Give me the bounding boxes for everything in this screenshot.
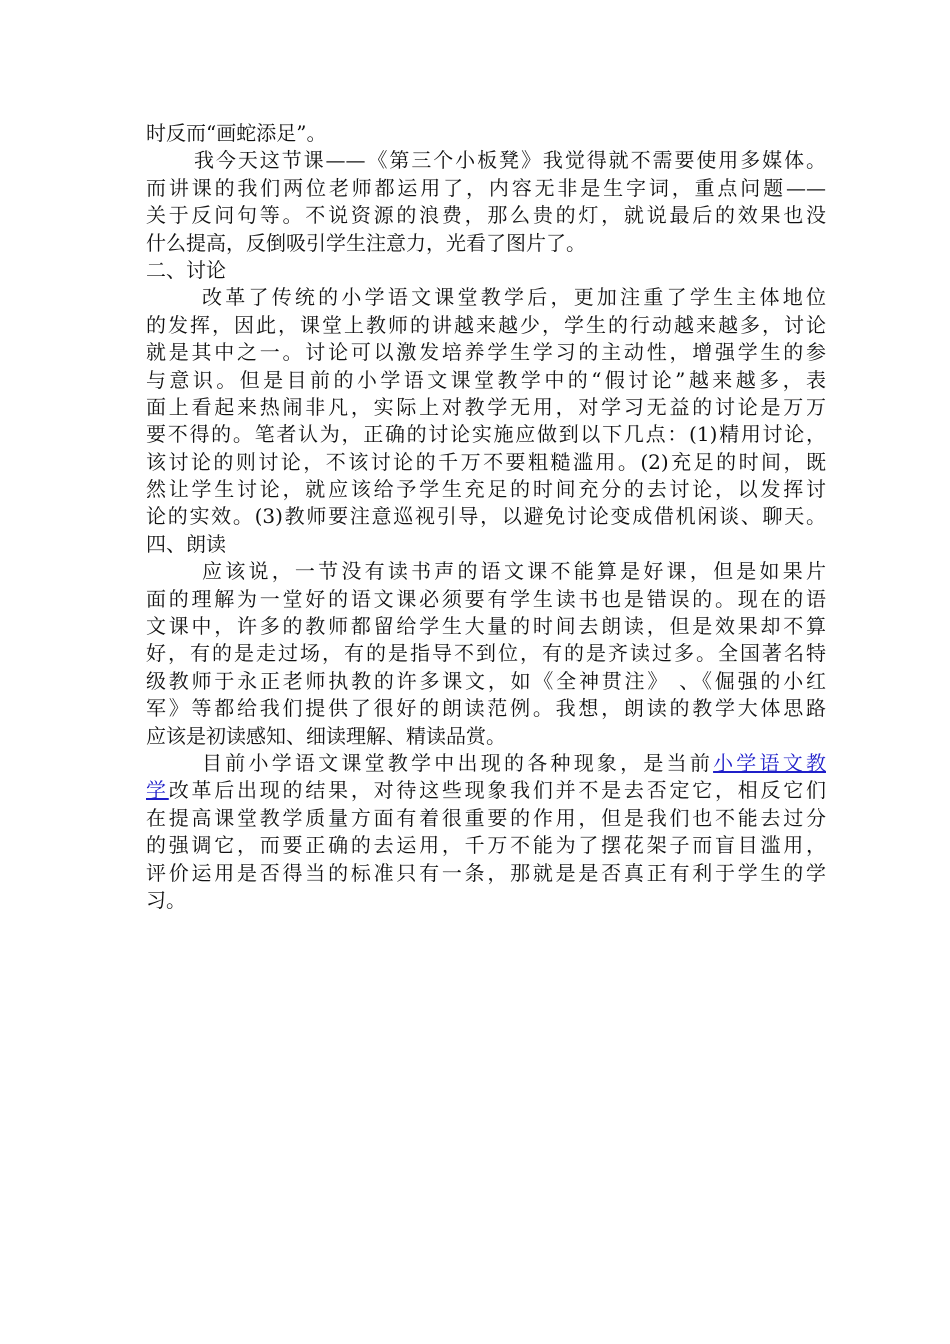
text-line (146, 750, 826, 777)
text-segment: 改革后出现的结果，对待这些现象我们并不是去否定它，相反它们 (168, 778, 826, 803)
text-line: 然让学生讨论，就应该给予学生充足的时间充分的去讨论，以发挥讨 (146, 477, 826, 502)
text-line: 级教师于永正老师执教的许多课文，如《全神贯注》 、《倔强的小红 (146, 668, 826, 693)
text-line: 的强调它，而要正确的去运用，千万不能为了摆花架子而盲目滥用， (146, 833, 826, 858)
text-line: 评价运用是否得当的标准只有一条，那就是是否真正有利于学生的学 (146, 860, 826, 885)
text-line: 面的理解为一堂好的语文课必须要有学生读书也是错误的。现在的语 (146, 586, 826, 611)
text-line: 就是其中之一。讨论可以激发培养学生学习的主动性，增强学生的参 (146, 340, 826, 365)
paragraph-multimedia (146, 147, 826, 257)
text-line: 与意识。但是目前的小学语文课堂教学中的“假讨论”越来越多，表 (146, 367, 826, 392)
text-line: 应该是初读感知、细读理解、精读品赏。 (146, 723, 506, 748)
intro-line: 时反而“画蛇添足”。 (146, 121, 327, 145)
text-line: 关于反问句等。不说资源的浪费，那么贵的灯，就说最后的效果也没 (146, 203, 826, 228)
text-line: 的发挥，因此，课堂上教师的讲越来越少，学生的行动越来越多，讨论 (146, 312, 826, 337)
text-line: 好，有的是走过场，有的是指导不到位，有的是齐读过多。全国著名特 (146, 641, 826, 666)
text-line: 面上看起来热闹非凡，实际上对教学无用，对学习无益的讨论是万万 (146, 394, 826, 419)
section-heading-discussion: 二、讨论 (146, 257, 226, 282)
text-line: 我今天这节课——《第三个小板凳》我觉得就不需要使用多媒体。 (194, 148, 826, 173)
text-line: 在提高课堂教学质量方面有着很重要的作用，但是我们也不能去过分 (146, 805, 826, 830)
text-line: 改革了传统的小学语文课堂教学后，更加注重了学生主体地位 (202, 285, 826, 310)
text-line (146, 777, 826, 804)
paragraph-discussion (146, 284, 826, 531)
paragraph-reading (146, 558, 826, 750)
text-line: 习。 (146, 887, 186, 912)
text-line: 而讲课的我们两位老师都运用了，内容无非是生字词，重点问题—— (146, 175, 826, 200)
text-line: 要不得的。笔者认为，正确的讨论实施应做到以下几点：(1)精用讨论， (146, 422, 826, 447)
text-line: 论的实效。(3)教师要注意巡视引导，以避免讨论变成借机闲谈、聊天。 (146, 504, 826, 529)
section-heading-reading: 四、朗读 (146, 531, 226, 556)
text-line: 文课中，许多的教师都留给学生大量的时间去朗读，但是效果却不算 (146, 614, 826, 639)
text-line: 该讨论的则讨论，不该讨论的千万不要粗糙滥用。(2)充足的时间，既 (146, 449, 826, 474)
text-line: 应该说，一节没有读书声的语文课不能算是好课，但是如果片 (202, 559, 826, 584)
text-line: 军》等都给我们提供了很好的朗读范例。我想，朗读的教学大体思路 (146, 696, 826, 721)
paragraph-conclusion (146, 750, 826, 914)
document-page (146, 120, 826, 914)
text-segment: 目前小学语文课堂教学中出现的各种现象，是当前 (202, 750, 714, 775)
article-link-continued[interactable]: 学 (146, 778, 169, 803)
text-line: 什么提高，反倒吸引学生注意力，光看了图片了。 (146, 230, 586, 255)
article-link[interactable]: 小学语文教 (713, 750, 826, 775)
